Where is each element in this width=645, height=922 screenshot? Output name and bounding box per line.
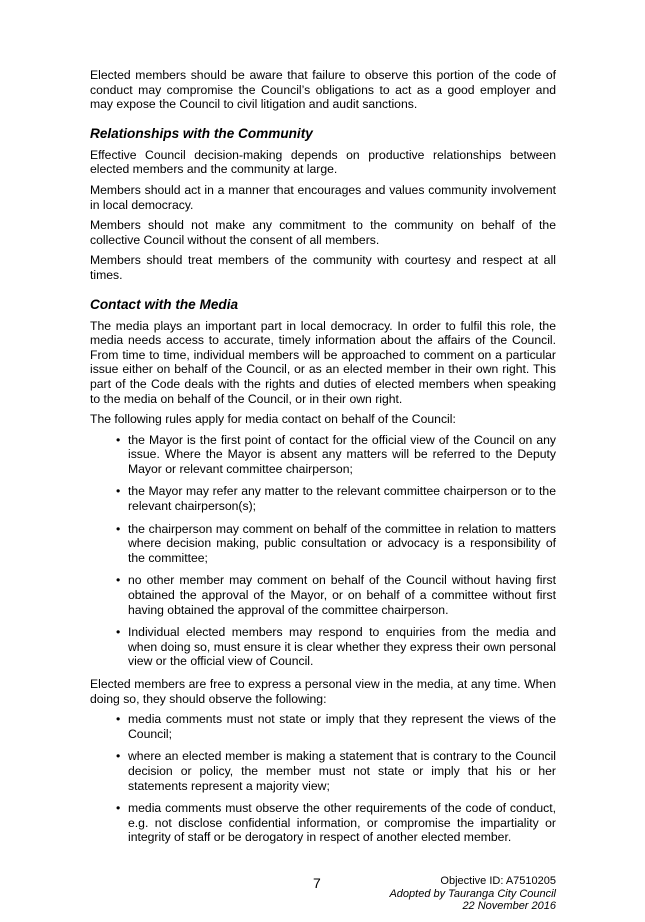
media-heading: Contact with the Media	[90, 296, 239, 312]
bullet-icon: •	[116, 625, 121, 640]
bullet-icon: •	[116, 712, 121, 727]
community-paragraph: Members should not make any commitment to the community on behalf of the collective Council without the consent of all members.	[90, 218, 556, 247]
document-body	[90, 68, 556, 853]
objective-id: Objective ID: A7510205	[440, 875, 556, 887]
personal-view-list	[90, 712, 556, 845]
adopted-by: Adopted by Tauranga City Council	[389, 887, 556, 900]
list-item: • no other member may comment on behalf of the Council without having first obtained the approval of the Mayor, or on behalf of a committee without first having obtained the approval of the committee chairperson.	[116, 573, 556, 617]
intro-paragraph: Elected members should be aware that failure to observe this portion of the code of conduct may compromise the Council’s obligations to act as a good employer and may expose the Council to civil litigation and audit sanctions.	[90, 68, 556, 112]
document-metadata	[389, 875, 556, 913]
bullet-icon: •	[116, 801, 121, 816]
media-intro-paragraph: The media plays an important part in local democracy. In order to fulfil this role, the media needs access to accurate, timely information about the affairs of the Council. From time to time, individual members will be approached to comment on a particular issue either on behalf of the Council, or as an elected member in their own right. This part of the Code deals with the rights and duties of elected members when speaking to the media on behalf of the Council, or in their own right.	[90, 318, 556, 406]
community-heading: Relationships with the Community	[90, 125, 313, 141]
list-item: • where an elected member is making a statement that is contrary to the Council decision or policy, the member must not state or imply that his or her statements represent a majority view;	[116, 749, 556, 793]
bullet-icon: •	[116, 484, 121, 499]
list-item: • the chairperson may comment on behalf of the committee in relation to matters where decision making, public consultation or advocacy is a responsibility of the committee;	[116, 521, 556, 565]
community-paragraph: Members should treat members of the community with courtesy and respect at all times.	[90, 253, 556, 282]
adoption-date: 22 November 2016	[462, 900, 556, 913]
bullet-icon: •	[116, 749, 121, 764]
page-footer	[0, 875, 645, 915]
list-item: • media comments must not state or imply that they represent the views of the Council;	[116, 712, 556, 741]
community-paragraph: Effective Council decision-making depends on productive relationships between elected members and the community at large.	[90, 147, 556, 177]
media-rules-intro: The following rules apply for media contact on behalf of the Council:	[90, 412, 456, 427]
bullet-icon: •	[116, 432, 121, 447]
page-number: 7	[313, 875, 321, 891]
community-paragraph: Members should act in a manner that encourages and values community involvement in local democracy.	[90, 182, 556, 212]
personal-view-intro: Elected members are free to express a personal view in the media, at any time. When doing so, they should observe the following:	[90, 677, 556, 706]
list-item: • the Mayor may refer any matter to the relevant committee chairperson or to the relevant chairperson(s);	[116, 484, 556, 514]
bullet-icon: •	[116, 521, 121, 536]
list-item: • media comments must observe the other requirements of the code of conduct, e.g. not disclose confidential information, or compromise the impartiality or integrity of staff or be derogatory in respect of another elected member.	[116, 801, 556, 845]
media-rules-list	[90, 433, 556, 669]
bullet-icon: •	[116, 573, 121, 588]
list-item: • the Mayor is the first point of contact for the official view of the Council on any issue. Where the Mayor is absent any matters will be referred to the Deputy Mayor or relevant committee chairperson;	[116, 432, 556, 476]
list-item: • Individual elected members may respond to enquiries from the media and when doing so, must ensure it is clear whether they express their own personal view or the official view of Council.	[116, 625, 556, 669]
